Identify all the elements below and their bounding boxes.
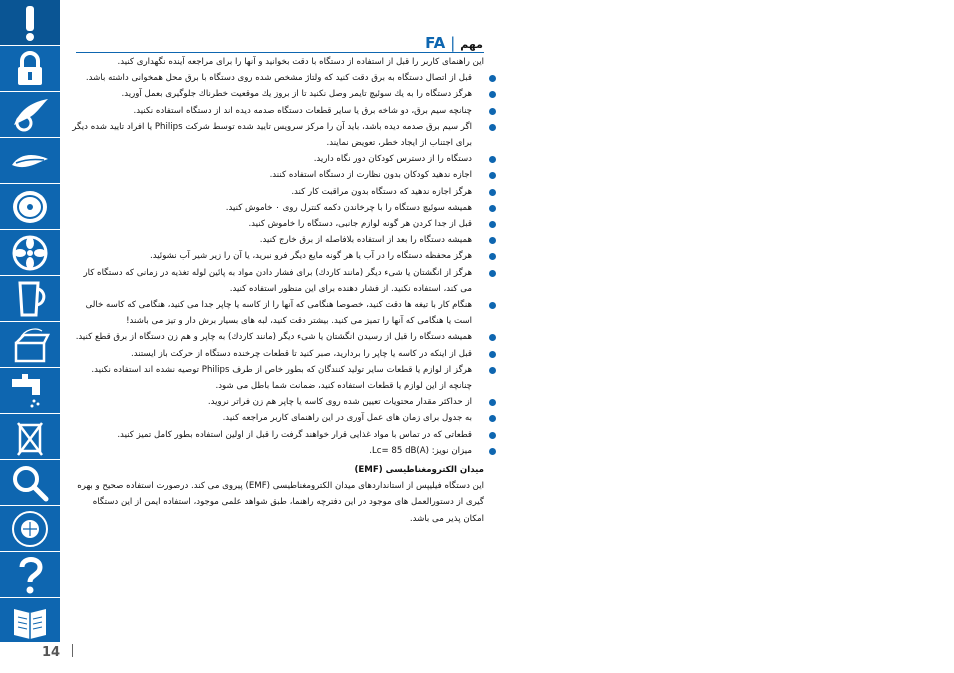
bullet-dot <box>489 75 496 82</box>
blade-icon[interactable] <box>0 92 60 138</box>
icon-sidebar <box>0 0 60 642</box>
list-item: همیشه دستگاه را قبل از رسیدن انگشتان یا شیء دیگر (مانند کاردك) به چاپر و هم زن دستگاه از برق قطع کنید. <box>72 329 484 345</box>
list-item: هرگز از انگشتان یا شیء دیگر (مانند کاردك) برای فشار دادن مواد به پائین لوله تغذیه در زمانی که دستگاه کار می کند، استفاده نکنید. از فشار دهنده برای این منظور استفاده کنید. <box>72 265 484 297</box>
header-separator: | <box>450 34 456 52</box>
list-item: هرگز محفظه دستگاه را در آب یا هر گونه مایع دیگر فرو نبرید، یا آن را زیر شیر آب نشوئید. <box>72 248 484 264</box>
language-code: FA <box>425 34 446 52</box>
list-item: همیشه سوئیچ دستگاه را با چرخاندن دکمه کنترل روی ۰ خاموش کنید. <box>72 200 484 216</box>
bullet-dot <box>489 415 496 422</box>
question-mark-icon[interactable] <box>0 552 60 598</box>
section-header <box>425 34 483 52</box>
exclamation-icon[interactable] <box>0 0 60 46</box>
list-item: قبل از اتصال دستگاه به برق دقت کنید که ولتاژ مشخص شده روی دستگاه با برق محل همخوانی داشته باشد. <box>72 70 484 86</box>
list-item: از حداکثر مقدار محتویات تعیین شده روی کاسه یا چاپر هم زن فراتر نروید. <box>72 394 484 410</box>
bullet-dot <box>489 399 496 406</box>
document-body <box>72 54 484 527</box>
bullet-dot <box>489 221 496 228</box>
list-item: اگر سیم برق صدمه دیده باشد، باید آن را مرکز سرویس تایید شده توسط شرکت Philips یا افراد تایید شده دیگر برای اجتناب از ایجاد خطر، تعویض نمایند. <box>72 119 484 151</box>
list-item: هرگز اجازه ندهید که دستگاه بدون مراقبت کار کند. <box>72 184 484 200</box>
list-item: اجازه ندهید کودکان بدون نظارت از دستگاه استفاده کنند. <box>72 167 484 183</box>
list-item: هرگز دستگاه را به یك سوئیچ تایمر وصل نکنید تا از بروز یك موقعیت خطرناك جلوگیری بعمل آورید. <box>72 86 484 102</box>
bullet-dot <box>489 448 496 455</box>
list-item: قطعاتی که در تماس با مواد غذایی قرار خواهند گرفت را قبل از اولین استفاده بطور کامل تمیز کنید. <box>72 427 484 443</box>
world-wide-guarantee-icon[interactable] <box>0 506 60 552</box>
bullet-dot <box>489 351 496 358</box>
bullet-dot <box>489 124 496 131</box>
bullet-dot <box>489 367 496 374</box>
bullet-dot <box>489 156 496 163</box>
list-item: میزان نویز: Lc= 85 dB(A). <box>72 443 484 459</box>
list-item: هنگام کار با تیغه ها دقت کنید، خصوصا هنگامی که آنها را از کاسه یا چاپر جدا می کنید، هنگامی که کاسه خالی است یا هنگامی که آنها را تمیز می کنید. بیشتر دقت کنید، لبه های بسیار برش دار و تیز می باشند! <box>72 297 484 329</box>
list-item: هرگز از لوازم یا قطعات سایر تولید کنندگان که بطور خاص از طرف Philips توصیه نشده اند استفاده نکنید. چنانچه از این لوازم یا قطعات استفاده کنید، ضمانت شما باطل می شود. <box>72 362 484 394</box>
storage-box-icon[interactable] <box>0 322 60 368</box>
bullet-dot <box>489 253 496 260</box>
list-item: قبل از اینکه در کاسه یا چاپر را بردارید، صبر کنید تا قطعات چرخنده دستگاه از حرکت باز ایستند. <box>72 346 484 362</box>
slicing-disc-icon[interactable] <box>0 184 60 230</box>
padlock-icon[interactable] <box>0 46 60 92</box>
list-item: همیشه دستگاه را بعد از استفاده بلافاصله از برق خارج کنید. <box>72 232 484 248</box>
bullet-dot <box>489 270 496 277</box>
emf-paragraph: این دستگاه فیلیپس از استانداردهای میدان الکترومغناطیسی (EMF) پیروی می کند. درصورت استفاده صحیح و بهره گیری از دستورالعمل های موجود در این دفترچه راهنما، طبق شواهد علمی موجود، استفاده ایمن از این دستگاه امکان پذیر می باشد. <box>77 481 484 524</box>
bullet-dot <box>489 334 496 341</box>
faucet-icon[interactable] <box>0 368 60 414</box>
section-title: مهم <box>460 38 483 51</box>
jug-icon[interactable] <box>0 276 60 322</box>
page-number-divider <box>72 644 73 657</box>
whisk-disc-icon[interactable] <box>0 138 60 184</box>
emf-heading: میدان الکترومغناطیسی (EMF) <box>354 465 484 476</box>
cutting-disc-icon[interactable] <box>0 230 60 276</box>
manual-book-icon[interactable] <box>0 598 60 643</box>
page-number: 14 <box>42 645 61 660</box>
list-item: دستگاه را از دسترس کودکان دور نگاه دارید. <box>72 151 484 167</box>
header-rule <box>76 52 484 53</box>
bullet-dot <box>489 205 496 212</box>
bullet-dot <box>489 172 496 179</box>
bullet-dot <box>489 237 496 244</box>
list-item: قبل از جدا کردن هر گونه لوازم جانبی، دستگاه را خاموش کنید. <box>72 216 484 232</box>
magnifier-icon[interactable] <box>0 460 60 506</box>
list-item: به جدول برای زمان های عمل آوری در این راهنمای کاربر مراجعه کنید. <box>72 410 484 426</box>
recycle-bin-icon[interactable] <box>0 414 60 460</box>
bullet-dot <box>489 108 496 115</box>
intro-paragraph: این راهنمای کاربر را قبل از استفاده از دستگاه با دقت بخوانید و آنها را برای مراجعه آینده نگهداری کنید. <box>117 57 484 67</box>
bullet-dot <box>489 189 496 196</box>
bullet-dot <box>489 432 496 439</box>
bullet-dot <box>489 302 496 309</box>
bullet-dot <box>489 91 496 98</box>
list-item: چنانچه سیم برق، دو شاخه برق یا سایر قطعات دستگاه صدمه دیده اند از دستگاه استفاده نکنید. <box>72 103 484 119</box>
